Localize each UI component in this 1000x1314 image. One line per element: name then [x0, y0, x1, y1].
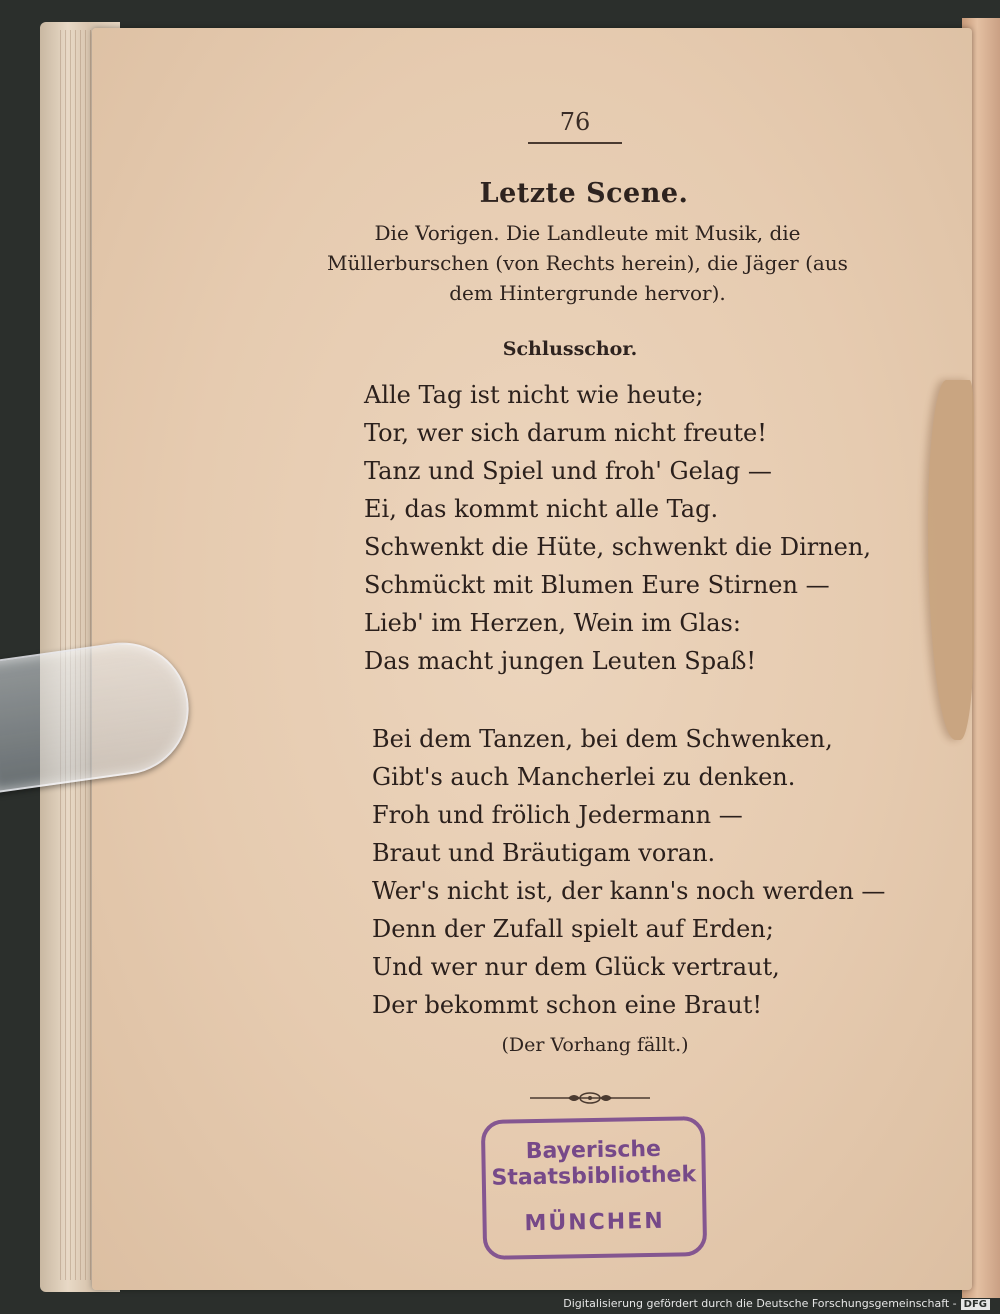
page-number: 76 [559, 108, 591, 136]
verse-line: Denn der Zufall spielt auf Erden; [372, 915, 774, 943]
stamp-text-line: Bayerische [525, 1136, 662, 1165]
verse-line: Und wer nur dem Glück vertraut, [372, 953, 780, 981]
verse-line: Alle Tag ist nicht wie heute; [364, 381, 704, 409]
stamp-text-line: MÜNCHEN [524, 1208, 665, 1237]
verse-line: Schmückt mit Blumen Eure Stirnen — [364, 571, 830, 599]
curtain-note: (Der Vorhang fällt.) [501, 1034, 689, 1056]
ornament-divider [530, 1090, 650, 1106]
verse-line: Tanz und Spiel und froh' Gelag — [364, 457, 772, 485]
scene-title: Letzte Scene. [479, 178, 689, 209]
verse-line: Ei, das kommt nicht alle Tag. [364, 495, 719, 523]
verse-stanza-1 [364, 376, 871, 680]
verse-line: Lieb' im Herzen, Wein im Glas: [364, 609, 741, 637]
verse-line: Schwenkt die Hüte, schwenkt die Dirnen, [364, 533, 871, 561]
verse-line: Gibt's auch Mancherlei zu denken. [372, 763, 796, 791]
library-stamp [481, 1116, 707, 1260]
verse-line: Bei dem Tanzen, bei dem Schwenken, [372, 725, 833, 753]
verse-line: Froh und frölich Jedermann — [372, 801, 743, 829]
verse-line: Tor, wer sich darum nicht freute! [364, 419, 767, 447]
page-number-rule [528, 142, 622, 144]
verse-line: Der bekommt schon eine Braut! [372, 991, 762, 1019]
credit-text: Digitalisierung gefördert durch die Deutsche Forschungsgemeinschaft - [563, 1297, 957, 1310]
digitization-credit [563, 1297, 990, 1310]
verse-line: Braut und Bräutigam voran. [372, 839, 716, 867]
verse-line: Das macht jungen Leuten Spaß! [364, 647, 757, 675]
stamp-text-line: Staatsbibliothek [491, 1162, 697, 1191]
chorus-heading: Schlusschor. [502, 338, 638, 360]
verse-line: Wer's nicht ist, der kann's noch werden — [372, 877, 886, 905]
verse-stanza-2 [372, 720, 885, 1024]
dfg-logo: DFG [961, 1299, 990, 1310]
stage-direction: Die Vorigen. Die Landleute mit Musik, die Müllerburschen (von Rechts herein), die Jäger (aus dem Hintergrunde hervor). [327, 221, 848, 305]
